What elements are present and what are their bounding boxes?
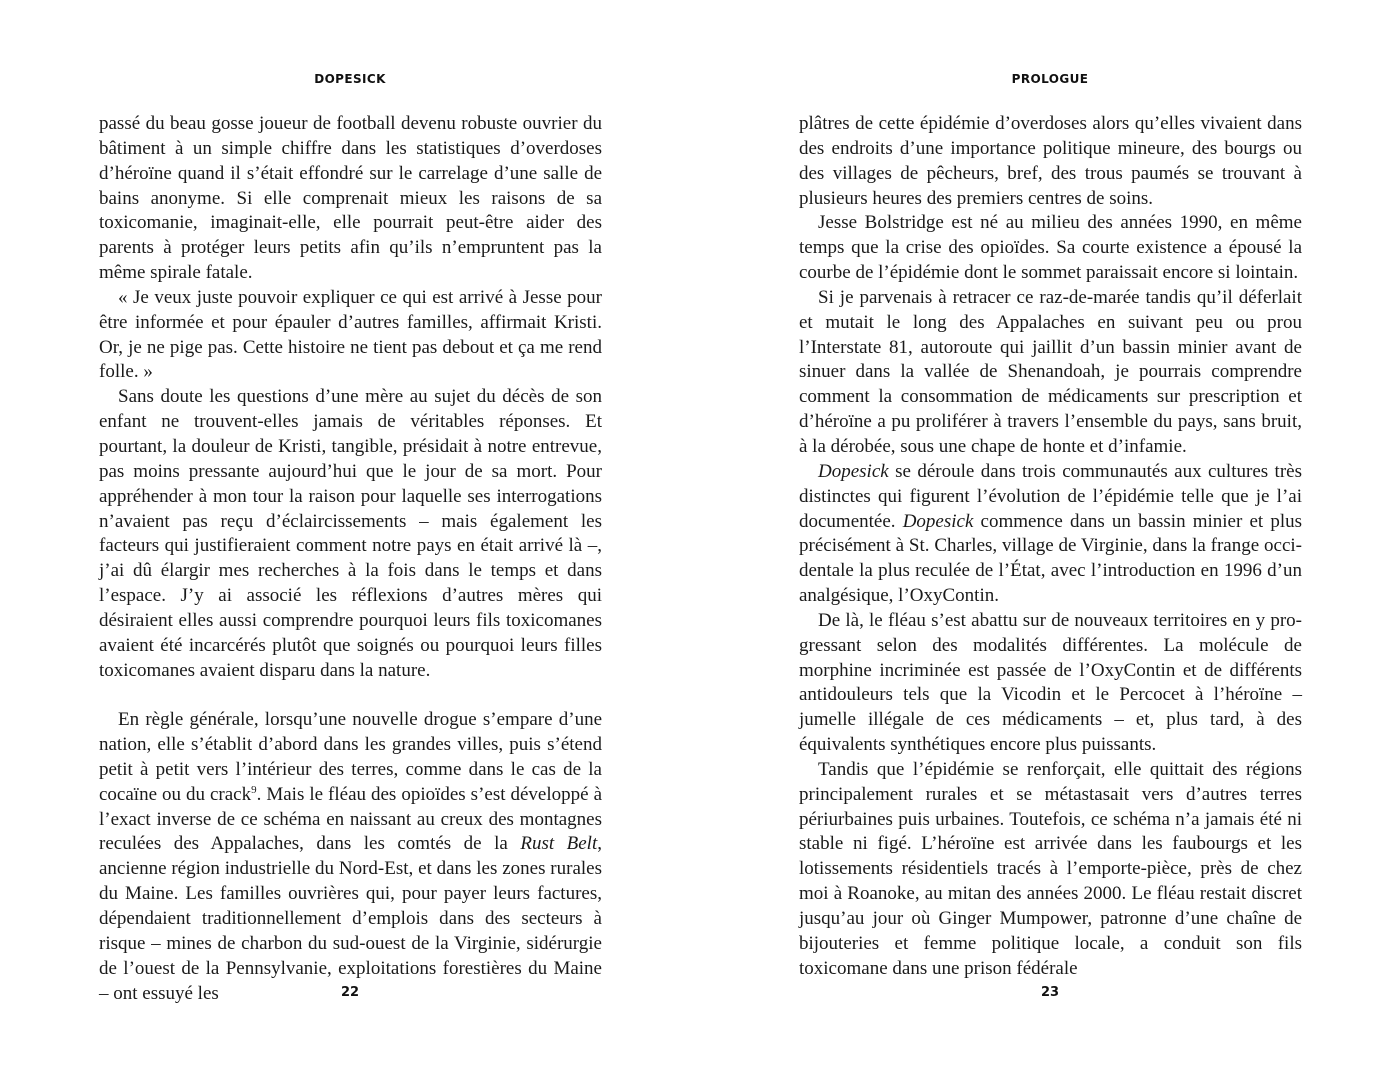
book-title: Dopesick [902, 510, 974, 532]
body-text [799, 112, 1302, 982]
paragraph: Tandis que l’épidémie se renforçait, elle quittait des régions principalement rurales et se métastasait vers d’autres terres périurbaines puis urbaines. Toutefois, ce schéma n’a jamais été ni stable ni figé. L’héroïne est arrivée dans les faubourgs et les lotissements résidentiels tracés à l’emporte-pièce, près de chez moi à Roanoke, au mitan des années 2000. Le fléau restait discret jusqu’au jour où Ginger Mumpower, patronne d’une chaîne de bijouteries et femme politique locale, a conduit son fils toxicomane dans une prison fédérale [799, 758, 1302, 979]
paragraph: En règle générale, lorsqu’une nouvelle drogue s’empare d’une nation, elle s’établit d’abord dans les grandes villes, puis s’étend petit à petit vers l’intérieur des terres, comme dans le cas de la cocaïne ou du crack$^9$. Mais le fléau des opioïdes s’est développé à l’exact inverse de ce schéma en naissant au creux des montagnes reculées des Appalaches, dans les comtés de la Rust Belt, ancienne région industrielle du Nord-Est, et dans les zones rurales du Maine. Les familles ouvrières qui, pour payer leurs factures, dépendaient traditionnellement d’emplois dans des secteurs à risque – mines de charbon du sud-ouest de la Virginie, sidérurgie de l’ouest de la Pennsylvanie, exploitations forestières du Maine – ont essuyé les [99, 709, 603, 1004]
paragraph: Si je parvenais à retracer ce raz-de-marée tandis qu’il déferlait et mutait le long des Appalaches en suivant peu ou prou l’Interstate 81, autoroute qui jaillit d’un bassin minier avant de sinuer dans la vallée de Shenandoah, je pourrais comprendre comment la consommation de médicaments sur prescription et d’héroïne a pu proliférer à travers l’ensemble du pays, sans bruit, à la dérobée, sous une chape de honte et d’infamie. [799, 286, 1302, 457]
paragraph: Jesse Bolstridge est né au milieu des années 1990, en même temps que la crise des opioïdes. Sa courte existence a épousé la courbe de l’épidémie dont le sommet paraissait encore si lointain. [799, 212, 1302, 284]
right-page [700, 0, 1400, 1075]
paragraph: plâtres de cette épidémie d’overdoses alors qu’elles vivaient dans des endroits d’une importance politique mineure, des bourgs ou des villages de pêcheurs, bref, des trous paumés se trouvant à plusieurs heures des premiers centres de soins. [799, 113, 1302, 209]
body-text [99, 112, 602, 1006]
book-title: Dopesick [818, 460, 889, 482]
paragraph: De là, le fléau s’est abattu sur de nouveaux territoires en y progressant selon des modalités différentes. La molécule de morphine incriminée est passée de l’OxyContin et de différents antidouleurs tels que la Vicodin et le Percocet à l’héroïne – jumelle illégale de ces médicaments – et, plus tard, à des équivalents synthétiques encore plus puissants. [799, 609, 1302, 756]
paragraph: Dopesick se déroule dans trois communautés aux cultures très distinctes qui figurent l’évolution de l’épidémie telle que je l’ai documentée. Dopesick commence dans un bassin minier et plus précisément à St. Charles, village de Virginie, dans la frange occidentale la plus reculée de l’État, avec l’introduction en 1996 d’un analgésique, l’OxyContin. [799, 460, 1302, 607]
page-number: 22 [340, 985, 360, 1000]
paragraph: passé du beau gosse joueur de football devenu robuste ouvrier du bâtiment à un simple chiffre dans les statistiques d’overdoses d’héroïne quand il s’était effondré sur le carrelage d’une salle de bains anonyme. Si elle comprenait mieux les raisons de sa toxicomanie, imaginait-elle, elle pourrait peut-être aider des parents à protéger leurs petits afin qu’ils n’empruntent pas la même spirale fatale. [99, 113, 602, 284]
paragraph: Sans doute les questions d’une mère au sujet du décès de son enfant ne trouvent-elles jamais de véritables réponses. Et pourtant, la douleur de Kristi, tangible, présidait à notre entrevue, pas moins pressante aujourd’hui que le jour de sa mort. Pour appréhender à mon tour la raison pour laquelle ses interrogations n’avaient pas reçu d’éclaircissements – mais également les facteurs qui justifieraient comment notre pays en était arrivé là –, j’ai dû élargir mes recherches à la fois dans le temps et dans l’espace. J’y ai associé les réflexions d’autres mères qui désiraient elles aussi comprendre pourquoi leurs fils toxicomanes avaient été incarcérés plutôt que soignés ou pourquoi leurs filles toxicomanes avaient disparu dans la nature. [99, 386, 602, 681]
running-head: PROLOGUE [1011, 72, 1089, 86]
page-number: 23 [1040, 985, 1060, 1000]
italic-term: Rust Belt [520, 833, 598, 855]
running-head: DOPESICK [314, 72, 386, 86]
footnote-reference: 9 [251, 783, 257, 796]
paragraph: « Je veux juste pouvoir expliquer ce qui est arrivé à Jesse pour être informée et pour épauler d’autres familles, affirmait Kristi. Or, je ne pige pas. Cette histoire ne tient pas debout et ça me rend folle. » [99, 286, 602, 383]
